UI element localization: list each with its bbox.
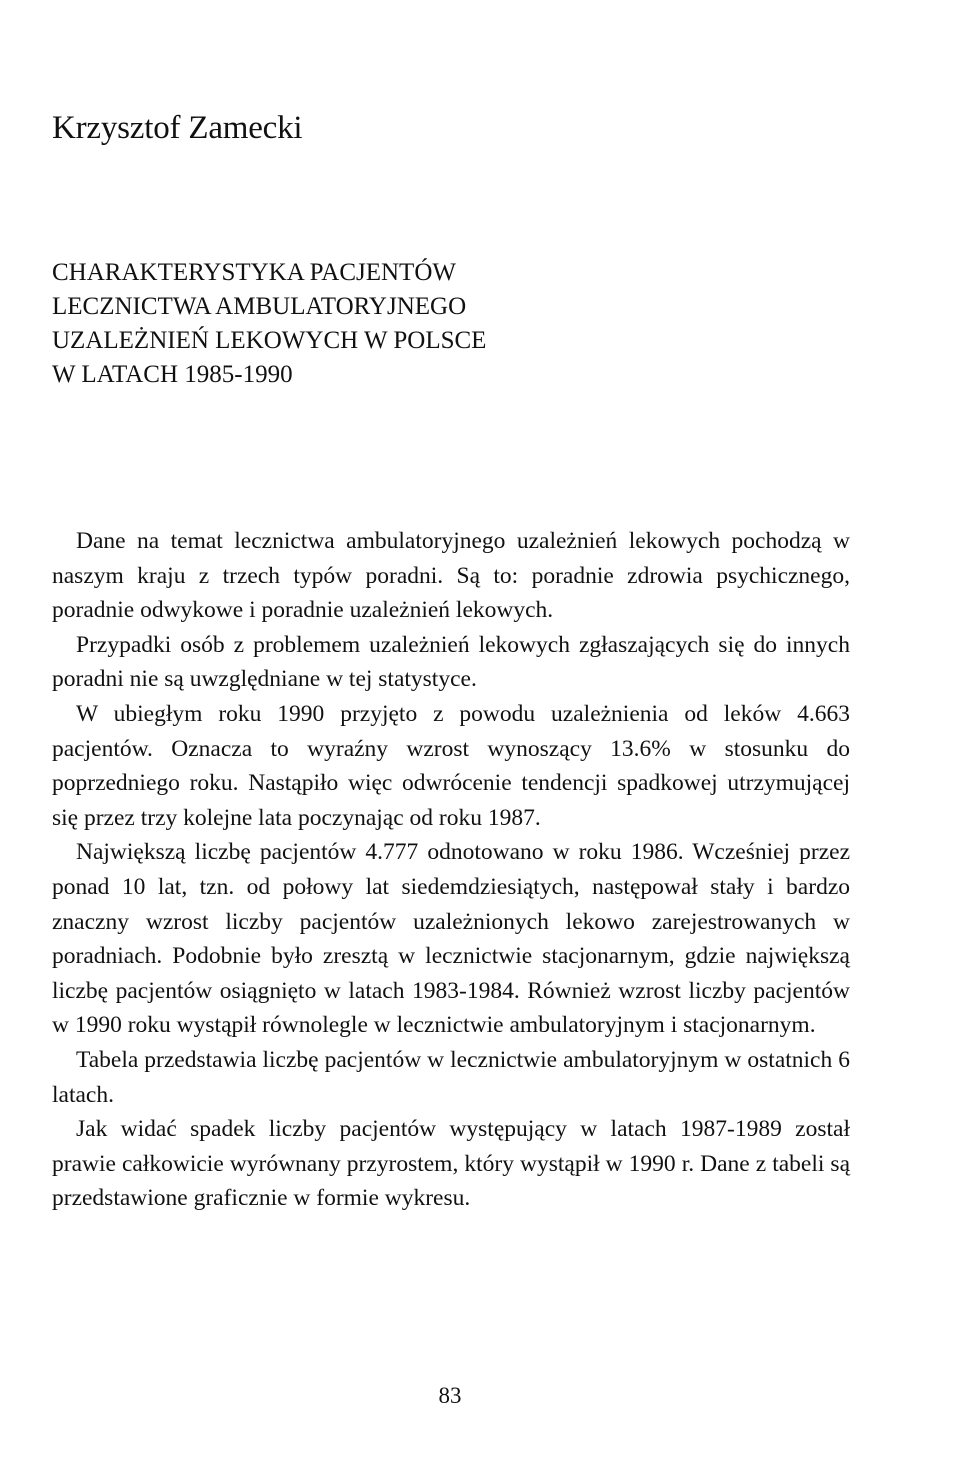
title-line: W LATACH 1985-1990: [52, 361, 293, 388]
article-title: [52, 256, 486, 392]
paragraph: Jak widać spadek liczby pacjentów występujący w latach 1987-1989 został prawie całkowicie wyrównany przyrostem, który wystąpił w 1990 r. Dane z tabeli są przedstawione graficznie w formie wykresu.: [52, 1116, 850, 1212]
paragraph: Największą liczbę pacjentów 4.777 odnotowano w roku 1986. Wcześniej przez ponad 10 lat, tzn. od połowy lat siedemdziesiątych, następował stały i bardzo znaczny wzrost liczby pacjentów uzależnionych lekowo zarejestrowanych w poradniach. Podobnie było zresztą w lecznictwie stacjonarnym, gdzie największą liczbę pacjentów osiągnięto w latach 1983-1984. Również wzrost liczby pacjentów w 1990 roku wystąpił równolegle w lecznictwie ambulatoryjnym i stacjonarnym.: [52, 839, 850, 1039]
page-number: 83: [438, 1383, 462, 1408]
author-name: Krzysztof Zamecki: [52, 110, 303, 146]
article-body: [52, 524, 850, 1216]
title-line: UZALEŻNIEŃ LEKOWYCH W POLSCE: [52, 327, 487, 354]
title-line: LECZNICTWA AMBULATORYJNEGO: [52, 293, 467, 320]
paragraph: Dane na temat lecznictwa ambulatoryjnego uzależnień lekowych pochodzą w naszym kraju z trzech typów poradni. Są to: poradnie zdrowia psychicznego, poradnie odwykowe i poradnie uzależnień lekowych.: [52, 528, 850, 624]
paragraph: Tabela przedstawia liczbę pacjentów w lecznictwie ambulatoryjnym w ostatnich 6 latach.: [52, 1046, 850, 1108]
title-line: CHARAKTERYSTYKA PACJENTÓW: [52, 259, 456, 286]
paragraph: W ubiegłym roku 1990 przyjęto z powodu uzależnienia od leków 4.663 pacjentów. Oznacza to wyraźny wzrost wynoszący 13.6% w stosunku do poprzedniego roku. Nastąpiło więc odwrócenie tendencji spadkowej utrzymującej się przez trzy kolejne lata poczynając od roku 1987.: [52, 700, 850, 831]
paragraph: Przypadki osób z problemem uzależnień lekowych zgłaszających się do innych poradni nie są uwzględniane w tej statystyce.: [52, 631, 850, 693]
